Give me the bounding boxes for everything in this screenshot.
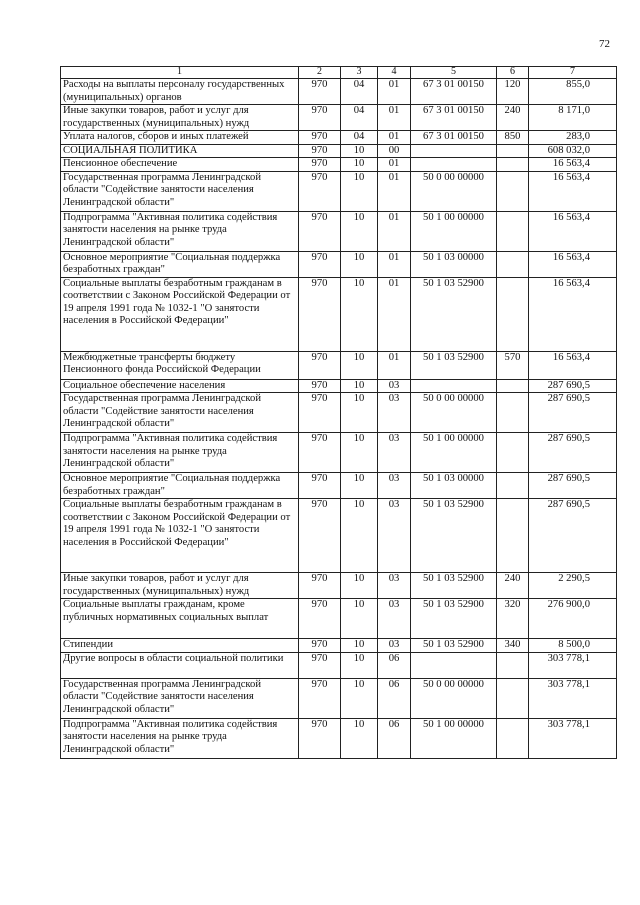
subsection-code: 06 — [378, 678, 411, 718]
subsection-code: 01 — [378, 351, 411, 379]
amount: 16 563,4 — [529, 277, 617, 351]
section-code: 10 — [341, 277, 378, 351]
target-article: 50 1 03 52900 — [411, 573, 497, 599]
expense-type — [497, 499, 529, 573]
expense-type — [497, 251, 529, 277]
amount: 2 290,5 — [529, 573, 617, 599]
expense-type — [497, 678, 529, 718]
section-code: 04 — [341, 105, 378, 131]
budget-table — [60, 66, 617, 759]
target-article: 50 1 00 00000 — [411, 433, 497, 473]
admin-code: 970 — [299, 105, 341, 131]
row-name: Подпрограмма "Активная политика содействия занятости населения на рынке труда Ленинградской области" — [61, 433, 299, 473]
section-code: 04 — [341, 131, 378, 145]
expense-type — [497, 171, 529, 211]
table-row — [61, 379, 617, 393]
table-row — [61, 652, 617, 678]
section-code: 10 — [341, 499, 378, 573]
table-row — [61, 171, 617, 211]
row-name: Иные закупки товаров, работ и услуг для государственных (муниципальных) нужд — [61, 573, 299, 599]
target-article — [411, 158, 497, 172]
admin-code: 970 — [299, 499, 341, 573]
target-article: 50 1 00 00000 — [411, 211, 497, 251]
subsection-code: 01 — [378, 211, 411, 251]
table-row — [61, 718, 617, 758]
admin-code: 970 — [299, 379, 341, 393]
admin-code: 970 — [299, 678, 341, 718]
admin-code: 970 — [299, 718, 341, 758]
admin-code: 970 — [299, 573, 341, 599]
row-name: Социальное обеспечение населения — [61, 379, 299, 393]
subsection-code: 03 — [378, 499, 411, 573]
row-name: Иные закупки товаров, работ и услуг для государственных (муниципальных) нужд — [61, 105, 299, 131]
table-row — [61, 433, 617, 473]
expense-type — [497, 277, 529, 351]
subsection-code: 01 — [378, 171, 411, 211]
section-code: 10 — [341, 171, 378, 211]
table-row — [61, 158, 617, 172]
amount: 276 900,0 — [529, 599, 617, 639]
target-article: 50 1 03 52900 — [411, 351, 497, 379]
subsection-code: 06 — [378, 652, 411, 678]
row-name: Основное мероприятие "Социальная поддержка безработных граждан" — [61, 473, 299, 499]
row-name: Государственная программа Ленинградской области "Содействие занятости населения Ленинградской области" — [61, 678, 299, 718]
row-name: Социальные выплаты гражданам, кроме публичных нормативных социальных выплат — [61, 599, 299, 639]
column-header: 3 — [341, 67, 378, 79]
admin-code: 970 — [299, 351, 341, 379]
table-row — [61, 573, 617, 599]
amount: 287 690,5 — [529, 499, 617, 573]
subsection-code: 00 — [378, 144, 411, 158]
section-code: 10 — [341, 599, 378, 639]
column-header: 1 — [61, 67, 299, 79]
row-name: Стипендии — [61, 639, 299, 653]
row-name: Пенсионное обеспечение — [61, 158, 299, 172]
row-name: Другие вопросы в области социальной политики — [61, 652, 299, 678]
column-number-row — [61, 67, 617, 79]
table-row — [61, 351, 617, 379]
admin-code: 970 — [299, 639, 341, 653]
target-article — [411, 379, 497, 393]
amount: 287 690,5 — [529, 433, 617, 473]
section-code: 10 — [341, 144, 378, 158]
column-header: 7 — [529, 67, 617, 79]
table-row — [61, 105, 617, 131]
target-article: 50 0 00 00000 — [411, 393, 497, 433]
target-article: 50 0 00 00000 — [411, 171, 497, 211]
expense-type — [497, 718, 529, 758]
section-code: 10 — [341, 639, 378, 653]
table-row — [61, 131, 617, 145]
amount: 303 778,1 — [529, 652, 617, 678]
target-article: 50 1 03 52900 — [411, 499, 497, 573]
column-header: 6 — [497, 67, 529, 79]
table-row — [61, 599, 617, 639]
subsection-code: 03 — [378, 639, 411, 653]
admin-code: 970 — [299, 251, 341, 277]
amount: 16 563,4 — [529, 211, 617, 251]
expense-type: 240 — [497, 105, 529, 131]
row-name: Подпрограмма "Активная политика содействия занятости населения на рынке труда Ленинградской области" — [61, 718, 299, 758]
target-article: 50 1 03 00000 — [411, 473, 497, 499]
subsection-code: 01 — [378, 251, 411, 277]
subsection-code: 01 — [378, 105, 411, 131]
amount: 303 778,1 — [529, 678, 617, 718]
target-article: 67 3 01 00150 — [411, 131, 497, 145]
expense-type: 120 — [497, 79, 529, 105]
amount: 16 563,4 — [529, 158, 617, 172]
row-name: Социальные выплаты безработным гражданам в соответствии с Законом Российской Федерации от 19 апреля 1991 года № 1032-1 "О занятости населения в Российской Федерации" — [61, 499, 299, 573]
table-row — [61, 393, 617, 433]
section-code: 10 — [341, 473, 378, 499]
admin-code: 970 — [299, 473, 341, 499]
amount: 16 563,4 — [529, 171, 617, 211]
row-name: Государственная программа Ленинградской области "Содействие занятости населения Ленинградской области" — [61, 393, 299, 433]
amount: 303 778,1 — [529, 718, 617, 758]
target-article: 50 1 03 52900 — [411, 639, 497, 653]
table-row — [61, 144, 617, 158]
amount: 287 690,5 — [529, 379, 617, 393]
expense-type — [497, 144, 529, 158]
row-name: Уплата налогов, сборов и иных платежей — [61, 131, 299, 145]
subsection-code: 03 — [378, 599, 411, 639]
expense-type — [497, 652, 529, 678]
expense-type: 240 — [497, 573, 529, 599]
subsection-code: 03 — [378, 573, 411, 599]
amount: 855,0 — [529, 79, 617, 105]
section-code: 10 — [341, 573, 378, 599]
expense-type — [497, 379, 529, 393]
row-name: Подпрограмма "Активная политика содействия занятости населения на рынке труда Ленинградской области" — [61, 211, 299, 251]
table-row — [61, 79, 617, 105]
row-name: Основное мероприятие "Социальная поддержка безработных граждан" — [61, 251, 299, 277]
column-header: 4 — [378, 67, 411, 79]
expense-type: 340 — [497, 639, 529, 653]
row-name: Расходы на выплаты персоналу государственных (муниципальных) органов — [61, 79, 299, 105]
subsection-code: 01 — [378, 79, 411, 105]
expense-type — [497, 158, 529, 172]
expense-type — [497, 211, 529, 251]
expense-type: 850 — [497, 131, 529, 145]
table-row — [61, 473, 617, 499]
table-row — [61, 277, 617, 351]
section-code: 10 — [341, 351, 378, 379]
expense-type — [497, 393, 529, 433]
subsection-code: 01 — [378, 158, 411, 172]
row-name: СОЦИАЛЬНАЯ ПОЛИТИКА — [61, 144, 299, 158]
subsection-code: 03 — [378, 433, 411, 473]
subsection-code: 03 — [378, 379, 411, 393]
target-article: 50 1 03 52900 — [411, 599, 497, 639]
amount: 287 690,5 — [529, 393, 617, 433]
row-name: Государственная программа Ленинградской области "Содействие занятости населения Ленинградской области" — [61, 171, 299, 211]
amount: 608 032,0 — [529, 144, 617, 158]
section-code: 10 — [341, 678, 378, 718]
admin-code: 970 — [299, 79, 341, 105]
section-code: 10 — [341, 158, 378, 172]
subsection-code: 01 — [378, 277, 411, 351]
amount: 8 171,0 — [529, 105, 617, 131]
table-row — [61, 639, 617, 653]
expense-type — [497, 433, 529, 473]
target-article — [411, 144, 497, 158]
column-header: 2 — [299, 67, 341, 79]
column-header: 5 — [411, 67, 497, 79]
section-code: 10 — [341, 652, 378, 678]
admin-code: 970 — [299, 131, 341, 145]
amount: 8 500,0 — [529, 639, 617, 653]
expense-type: 570 — [497, 351, 529, 379]
section-code: 10 — [341, 718, 378, 758]
amount: 283,0 — [529, 131, 617, 145]
target-article: 50 1 03 52900 — [411, 277, 497, 351]
table-row — [61, 499, 617, 573]
section-code: 10 — [341, 393, 378, 433]
admin-code: 970 — [299, 599, 341, 639]
section-code: 04 — [341, 79, 378, 105]
target-article: 50 0 00 00000 — [411, 678, 497, 718]
admin-code: 970 — [299, 433, 341, 473]
expense-type — [497, 473, 529, 499]
section-code: 10 — [341, 433, 378, 473]
page-number: 72 — [599, 38, 610, 50]
expense-type: 320 — [497, 599, 529, 639]
table-row — [61, 251, 617, 277]
admin-code: 970 — [299, 277, 341, 351]
subsection-code: 06 — [378, 718, 411, 758]
amount: 287 690,5 — [529, 473, 617, 499]
target-article: 50 1 03 00000 — [411, 251, 497, 277]
subsection-code: 03 — [378, 393, 411, 433]
target-article: 67 3 01 00150 — [411, 79, 497, 105]
subsection-code: 01 — [378, 131, 411, 145]
target-article — [411, 652, 497, 678]
admin-code: 970 — [299, 211, 341, 251]
section-code: 10 — [341, 211, 378, 251]
target-article: 50 1 00 00000 — [411, 718, 497, 758]
admin-code: 970 — [299, 158, 341, 172]
admin-code: 970 — [299, 144, 341, 158]
amount: 16 563,4 — [529, 351, 617, 379]
admin-code: 970 — [299, 652, 341, 678]
section-code: 10 — [341, 251, 378, 277]
amount: 16 563,4 — [529, 251, 617, 277]
admin-code: 970 — [299, 393, 341, 433]
row-name: Социальные выплаты безработным гражданам в соответствии с Законом Российской Федерации от 19 апреля 1991 года № 1032-1 "О занятости населения в Российской Федерации" — [61, 277, 299, 351]
table-row — [61, 678, 617, 718]
admin-code: 970 — [299, 171, 341, 211]
table-row — [61, 211, 617, 251]
section-code: 10 — [341, 379, 378, 393]
subsection-code: 03 — [378, 473, 411, 499]
target-article: 67 3 01 00150 — [411, 105, 497, 131]
row-name: Межбюджетные трансферты бюджету Пенсионного фонда Российской Федерации — [61, 351, 299, 379]
